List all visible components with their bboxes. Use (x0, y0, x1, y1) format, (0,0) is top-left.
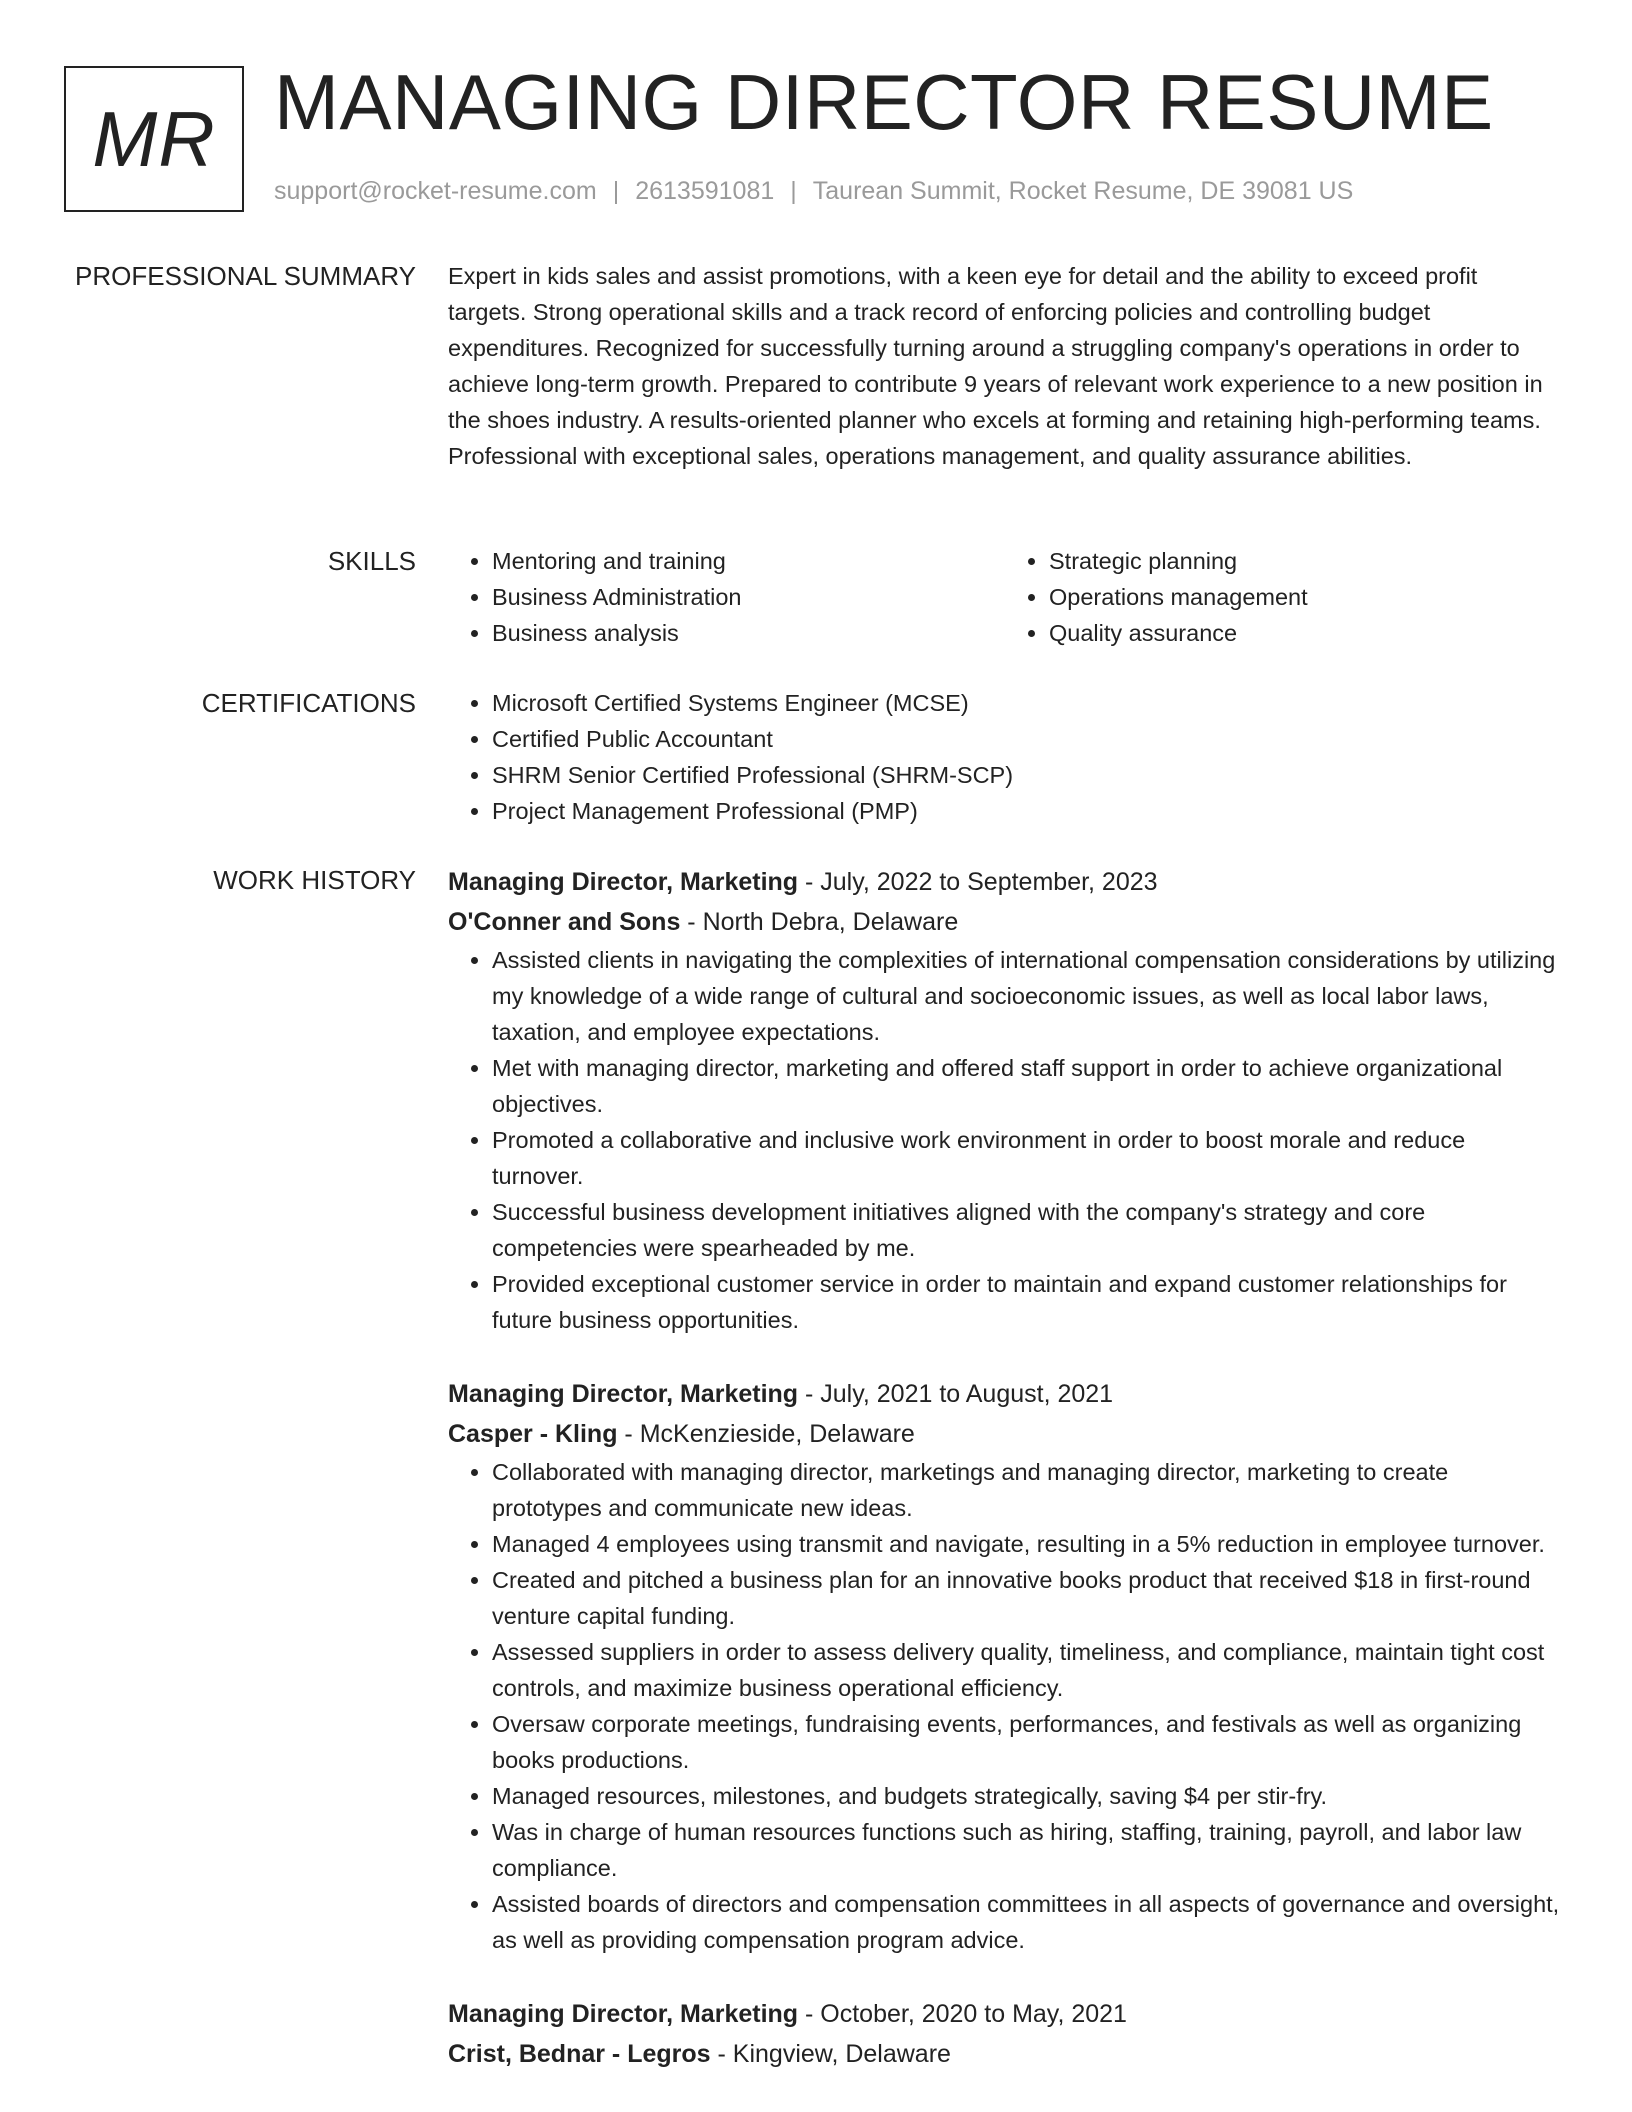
certification-item: • Certified Public Accountant (492, 721, 1562, 757)
job-company-line (448, 902, 1562, 942)
page-title: MANAGING DIRECTOR RESUME (274, 58, 1494, 146)
certification-item: • SHRM Senior Certified Professional (SHRM-SCP) (492, 757, 1562, 793)
contact-email[interactable]: support@rocket-resume.com (274, 177, 597, 205)
job-company: Casper - Kling (448, 1420, 618, 1448)
job-bullet: • Was in charge of human resources functions such as hiring, staffing, training, payroll, and labor law compliance. (492, 1814, 1562, 1886)
job-company-line (448, 2034, 1562, 2074)
job-company: O'Conner and Sons (448, 908, 681, 936)
job-bullet: • Successful business development initiatives aligned with the company's strategy and core competencies were spearheaded by me. (492, 1194, 1562, 1266)
job-company: Crist, Bednar - Legros (448, 2040, 711, 2068)
skills-list-right (1005, 543, 1562, 651)
skill-item: • Operations management (1049, 579, 1562, 615)
skill-item: • Mentoring and training (492, 543, 1005, 579)
skill-item: • Business analysis (492, 615, 1005, 651)
job-bullet: • Assessed suppliers in order to assess delivery quality, timeliness, and compliance, maintain tight cost controls, and maximize business operational efficiency. (492, 1634, 1562, 1706)
job-bullet: • Managed resources, milestones, and budgets strategically, saving $4 per stir-fry. (492, 1778, 1562, 1814)
contact-separator: | (790, 177, 797, 205)
section-label-certifications: CERTIFICATIONS (201, 688, 416, 718)
job-bullet-list (448, 942, 1562, 1338)
skill-item: • Business Administration (492, 579, 1005, 615)
job-company-line (448, 1414, 1562, 1454)
certification-item: • Project Management Professional (PMP) (492, 793, 1562, 829)
job-bullet: • Assisted clients in navigating the complexities of international compensation considerations by utilizing my knowledge of a wide range of cultural and socioeconomic issues, as well as local labor laws, taxation, and employee expectations. (492, 942, 1562, 1050)
skill-item: • Quality assurance (1049, 615, 1562, 651)
skills-list-left (448, 543, 1005, 651)
skills-grid (448, 543, 1562, 651)
contact-address: Taurean Summit, Rocket Resume, DE 39081 US (812, 177, 1354, 205)
skills-body (448, 543, 1562, 651)
job-bullet-list (448, 1454, 1562, 1958)
job-bullet: • Provided exceptional customer service in order to maintain and expand customer relationships for future business opportunities. (492, 1266, 1562, 1338)
job-bullet: • Promoted a collaborative and inclusive work environment in order to boost morale and reduce turnover. (492, 1122, 1562, 1194)
job-dates: - July, 2022 to September, 2023 (798, 868, 1158, 896)
job-bullet: • Assisted boards of directors and compensation committees in all aspects of governance and oversight, as well as providing compensation program advice. (492, 1886, 1562, 1958)
job-dates: - July, 2021 to August, 2021 (798, 1380, 1114, 1408)
certification-item: • Microsoft Certified Systems Engineer (MCSE) (492, 685, 1562, 721)
job-entry (448, 1994, 1562, 2074)
section-label-summary: PROFESSIONAL SUMMARY (75, 261, 416, 291)
job-bullet: • Managed 4 employees using transmit and navigate, resulting in a 5% reduction in employee turnover. (492, 1526, 1562, 1562)
monogram-logo (64, 66, 244, 212)
job-bullet: • Collaborated with managing director, marketings and managing director, marketing to create prototypes and communicate new ideas. (492, 1454, 1562, 1526)
monogram-initials: MR (92, 94, 216, 183)
contact-separator: | (612, 177, 620, 205)
job-title-line (448, 1374, 1562, 1414)
section-label-work-history: WORK HISTORY (213, 865, 416, 895)
work-history-body (448, 862, 1562, 2110)
job-location: - Kingview, Delaware (710, 2040, 951, 2068)
contact-phone[interactable]: 2613591081 (635, 177, 775, 205)
job-title-line (448, 1994, 1562, 2034)
job-location: - McKenzieside, Delaware (617, 1420, 915, 1448)
skill-item: • Strategic planning (1049, 543, 1562, 579)
job-title-line (448, 862, 1562, 902)
summary-text: Expert in kids sales and assist promotions, with a keen eye for detail and the ability to exceed profit targets. Strong operational skills and a track record of enforcing policies and controlling budget expenditures. Recognized for successfully turning around a struggling company's operations in order to achieve long-term growth. Prepared to contribute 9 years of relevant work experience to a new position in the shoes industry. A results-oriented planner who excels at forming and retaining high-performing teams. Professional with exceptional sales, operations management, and quality assurance abilities. (448, 263, 1543, 469)
job-entry (448, 1374, 1562, 1958)
job-title: Managing Director, Marketing (448, 868, 799, 896)
certifications-list (448, 685, 1562, 829)
job-title: Managing Director, Marketing (448, 2000, 799, 2028)
job-title: Managing Director, Marketing (448, 1380, 799, 1408)
job-location: - North Debra, Delaware (680, 908, 959, 936)
job-bullet: • Met with managing director, marketing and offered staff support in order to achieve organizational objectives. (492, 1050, 1562, 1122)
job-dates: - October, 2020 to May, 2021 (798, 2000, 1127, 2028)
certifications-body (448, 685, 1562, 829)
summary-body (448, 258, 1562, 474)
contact-line (274, 174, 1353, 208)
job-entry (448, 862, 1562, 1338)
job-bullet: • Oversaw corporate meetings, fundraising events, performances, and festivals as well as organizing books productions. (492, 1706, 1562, 1778)
job-bullet: • Created and pitched a business plan for an innovative books product that received $18 in first-round venture capital funding. (492, 1562, 1562, 1634)
section-label-skills: SKILLS (327, 546, 416, 576)
